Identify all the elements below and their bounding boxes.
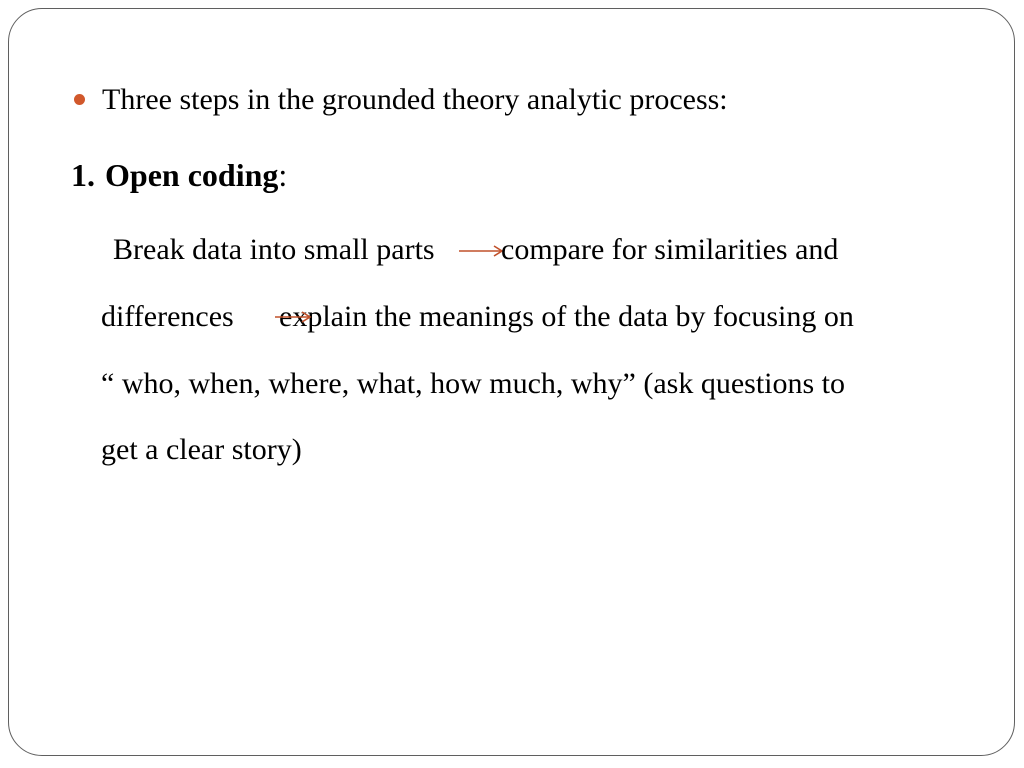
section-colon: :	[278, 157, 288, 193]
right-arrow-icon	[457, 242, 505, 258]
slide-frame	[8, 8, 1015, 756]
body-line-1-start: Break data into small parts	[113, 233, 435, 266]
right-arrow-icon	[273, 308, 313, 324]
section-heading	[71, 157, 287, 194]
body-line-2-start: differences	[101, 300, 234, 333]
body-line-1-end: compare for similarities and	[501, 233, 839, 266]
body-line-3: “ who, when, where, what, how much, why” (ask questions to	[101, 367, 846, 400]
section-title: Open coding	[105, 157, 279, 193]
bullet-text: Three steps in the grounded theory analytic process:	[102, 83, 728, 116]
bullet-dot-icon	[74, 94, 85, 105]
section-number: 1.	[71, 157, 95, 193]
body-line-2-end: explain the meanings of the data by focusing on	[279, 300, 854, 333]
body-line-4: get a clear story)	[101, 433, 302, 466]
